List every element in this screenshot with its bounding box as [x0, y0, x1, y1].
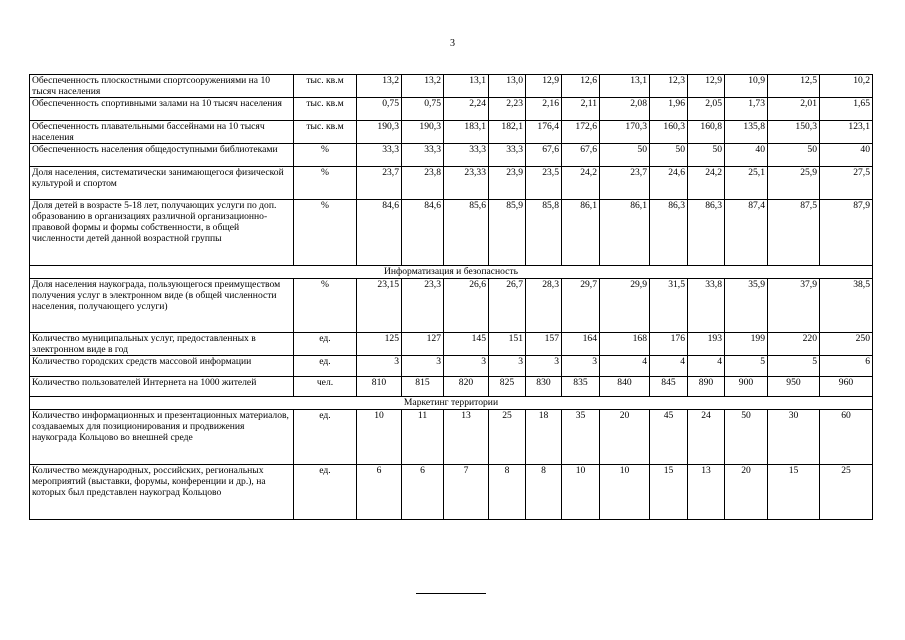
value-cell: 25,9 — [768, 167, 820, 200]
value-cell: 85,6 — [444, 200, 489, 266]
value-cell: 5 — [725, 356, 768, 377]
value-cell: 45 — [650, 410, 688, 465]
value-cell: 190,3 — [357, 121, 402, 144]
value-cell: 13 — [688, 465, 725, 520]
value-cell: 6 — [357, 465, 402, 520]
value-cell: 3 — [562, 356, 600, 377]
value-cell: 176 — [650, 333, 688, 356]
unit-cell: чел. — [294, 377, 357, 397]
value-cell: 7 — [444, 465, 489, 520]
value-cell: 123,1 — [820, 121, 873, 144]
value-cell: 3 — [357, 356, 402, 377]
table-row — [30, 377, 873, 397]
table-row — [30, 98, 873, 121]
value-cell: 60 — [820, 410, 873, 465]
value-cell: 50 — [650, 144, 688, 167]
value-cell: 0,75 — [357, 98, 402, 121]
indicator-name: Доля населения, систематически занимающегося физической культурой и спортом — [30, 167, 294, 200]
value-cell: 24,2 — [562, 167, 600, 200]
value-cell: 168 — [600, 333, 650, 356]
value-cell: 40 — [725, 144, 768, 167]
value-cell: 13,1 — [600, 75, 650, 98]
value-cell: 2,05 — [688, 98, 725, 121]
value-cell: 5 — [768, 356, 820, 377]
value-cell: 199 — [725, 333, 768, 356]
value-cell: 35 — [562, 410, 600, 465]
value-cell: 6 — [820, 356, 873, 377]
value-cell: 35,9 — [725, 279, 768, 333]
unit-cell: ед. — [294, 356, 357, 377]
value-cell: 193 — [688, 333, 725, 356]
value-cell: 10 — [357, 410, 402, 465]
value-cell: 31,5 — [650, 279, 688, 333]
value-cell: 86,1 — [562, 200, 600, 266]
value-cell: 1,96 — [650, 98, 688, 121]
indicator-name: Количество международных, российских, региональных мероприятий (выставки, форумы, конференции и др.), на которых был представлен наукоград Кольцово — [30, 465, 294, 520]
indicator-name: Обеспеченность плоскостными спортсооружениями на 10 тысяч населения — [30, 75, 294, 98]
indicator-name: Количество муниципальных услуг, предоставленных в электронном виде в год — [30, 333, 294, 356]
indicator-name: Количество пользователей Интернета на 1000 жителей — [30, 377, 294, 397]
page-number: 3 — [450, 38, 455, 49]
value-cell: 890 — [688, 377, 725, 397]
indicator-name: Обеспеченность плавательными бассейнами на 10 тысяч населения — [30, 121, 294, 144]
value-cell: 145 — [444, 333, 489, 356]
value-cell: 85,9 — [489, 200, 526, 266]
value-cell: 33,3 — [402, 144, 444, 167]
value-cell: 33,3 — [357, 144, 402, 167]
value-cell: 960 — [820, 377, 873, 397]
unit-cell: ед. — [294, 333, 357, 356]
value-cell: 127 — [402, 333, 444, 356]
value-cell: 10,2 — [820, 75, 873, 98]
value-cell: 25,1 — [725, 167, 768, 200]
value-cell: 24,2 — [688, 167, 725, 200]
value-cell: 50 — [688, 144, 725, 167]
value-cell: 23,33 — [444, 167, 489, 200]
value-cell: 135,8 — [725, 121, 768, 144]
value-cell: 86,1 — [600, 200, 650, 266]
value-cell: 38,5 — [820, 279, 873, 333]
table-row — [30, 356, 873, 377]
value-cell: 835 — [562, 377, 600, 397]
value-cell: 13,0 — [489, 75, 526, 98]
indicator-table — [29, 74, 873, 520]
table-row — [30, 200, 873, 266]
value-cell: 23,9 — [489, 167, 526, 200]
value-cell: 1,73 — [725, 98, 768, 121]
value-cell: 12,9 — [526, 75, 562, 98]
indicator-name: Количество информационных и презентационных материалов, создаваемых для позиционирования и продвижения наукограда Кольцово во внешней среде — [30, 410, 294, 465]
footer-divider — [416, 593, 486, 594]
table-row — [30, 144, 873, 167]
value-cell: 13,2 — [357, 75, 402, 98]
unit-cell: тыс. кв.м — [294, 75, 357, 98]
indicator-name: Обеспеченность населения общедоступными библиотеками — [30, 144, 294, 167]
value-cell: 67,6 — [526, 144, 562, 167]
value-cell: 3 — [402, 356, 444, 377]
value-cell: 87,9 — [820, 200, 873, 266]
unit-cell: % — [294, 200, 357, 266]
value-cell: 3 — [489, 356, 526, 377]
table-row — [30, 121, 873, 144]
value-cell: 23,8 — [402, 167, 444, 200]
value-cell: 15 — [650, 465, 688, 520]
value-cell: 810 — [357, 377, 402, 397]
value-cell: 151 — [489, 333, 526, 356]
value-cell: 10,9 — [725, 75, 768, 98]
indicator-name: Доля детей в возрасте 5-18 лет, получающих услуги по доп. образованию в организациях различной организационно-правовой формы и формы собственности, в общей численности детей данной возрастной группы — [30, 200, 294, 266]
value-cell: 170,3 — [600, 121, 650, 144]
value-cell: 87,4 — [725, 200, 768, 266]
value-cell: 24 — [688, 410, 725, 465]
table-row — [30, 465, 873, 520]
value-cell: 27,5 — [820, 167, 873, 200]
value-cell: 50 — [725, 410, 768, 465]
value-cell: 12,9 — [688, 75, 725, 98]
value-cell: 18 — [526, 410, 562, 465]
value-cell: 15 — [768, 465, 820, 520]
value-cell: 29,7 — [562, 279, 600, 333]
value-cell: 20 — [725, 465, 768, 520]
value-cell: 250 — [820, 333, 873, 356]
value-cell: 4 — [650, 356, 688, 377]
value-cell: 160,3 — [650, 121, 688, 144]
value-cell: 24,6 — [650, 167, 688, 200]
value-cell: 172,6 — [562, 121, 600, 144]
value-cell: 86,3 — [650, 200, 688, 266]
value-cell: 10 — [562, 465, 600, 520]
value-cell: 2,24 — [444, 98, 489, 121]
value-cell: 13,2 — [402, 75, 444, 98]
value-cell: 1,65 — [820, 98, 873, 121]
value-cell: 84,6 — [402, 200, 444, 266]
table-row — [30, 167, 873, 200]
value-cell: 2,01 — [768, 98, 820, 121]
value-cell: 3 — [444, 356, 489, 377]
value-cell: 8 — [526, 465, 562, 520]
value-cell: 23,3 — [402, 279, 444, 333]
section-informatization: Информатизация и безопасность — [30, 266, 873, 279]
value-cell: 10 — [600, 465, 650, 520]
value-cell: 23,7 — [357, 167, 402, 200]
value-cell: 12,3 — [650, 75, 688, 98]
section-row — [30, 266, 873, 279]
value-cell: 160,8 — [688, 121, 725, 144]
section-row — [30, 397, 873, 410]
value-cell: 3 — [526, 356, 562, 377]
value-cell: 25 — [820, 465, 873, 520]
value-cell: 150,3 — [768, 121, 820, 144]
value-cell: 4 — [688, 356, 725, 377]
unit-cell: % — [294, 144, 357, 167]
value-cell: 86,3 — [688, 200, 725, 266]
value-cell: 87,5 — [768, 200, 820, 266]
unit-cell: % — [294, 167, 357, 200]
value-cell: 13 — [444, 410, 489, 465]
value-cell: 67,6 — [562, 144, 600, 167]
value-cell: 820 — [444, 377, 489, 397]
value-cell: 125 — [357, 333, 402, 356]
value-cell: 25 — [489, 410, 526, 465]
unit-cell: тыс. кв.м — [294, 121, 357, 144]
value-cell: 23,5 — [526, 167, 562, 200]
value-cell: 183,1 — [444, 121, 489, 144]
value-cell: 40 — [820, 144, 873, 167]
value-cell: 825 — [489, 377, 526, 397]
value-cell: 33,3 — [489, 144, 526, 167]
value-cell: 30 — [768, 410, 820, 465]
table-row — [30, 333, 873, 356]
value-cell: 12,5 — [768, 75, 820, 98]
indicator-name: Доля населения наукограда, пользующегося преимуществом получения услуг в электронном виде (в общей численности населения, получающего услуги) — [30, 279, 294, 333]
unit-cell: ед. — [294, 410, 357, 465]
value-cell: 12,6 — [562, 75, 600, 98]
value-cell: 190,3 — [402, 121, 444, 144]
value-cell: 830 — [526, 377, 562, 397]
value-cell: 37,9 — [768, 279, 820, 333]
value-cell: 845 — [650, 377, 688, 397]
value-cell: 220 — [768, 333, 820, 356]
value-cell: 23,7 — [600, 167, 650, 200]
value-cell: 85,8 — [526, 200, 562, 266]
value-cell: 6 — [402, 465, 444, 520]
value-cell: 84,6 — [357, 200, 402, 266]
value-cell: 815 — [402, 377, 444, 397]
indicator-name: Количество городских средств массовой информации — [30, 356, 294, 377]
table-row — [30, 75, 873, 98]
value-cell: 50 — [600, 144, 650, 167]
section-marketing: Маркетинг территории — [30, 397, 873, 410]
value-cell: 26,7 — [489, 279, 526, 333]
unit-cell: тыс. кв.м — [294, 98, 357, 121]
value-cell: 157 — [526, 333, 562, 356]
value-cell: 33,3 — [444, 144, 489, 167]
value-cell: 50 — [768, 144, 820, 167]
value-cell: 176,4 — [526, 121, 562, 144]
value-cell: 950 — [768, 377, 820, 397]
value-cell: 4 — [600, 356, 650, 377]
value-cell: 23,15 — [357, 279, 402, 333]
value-cell: 8 — [489, 465, 526, 520]
indicator-name: Обеспеченность спортивными залами на 10 тысяч населения — [30, 98, 294, 121]
value-cell: 26,6 — [444, 279, 489, 333]
value-cell: 33,8 — [688, 279, 725, 333]
value-cell: 182,1 — [489, 121, 526, 144]
unit-cell: ед. — [294, 465, 357, 520]
value-cell: 13,1 — [444, 75, 489, 98]
value-cell: 11 — [402, 410, 444, 465]
value-cell: 2,23 — [489, 98, 526, 121]
value-cell: 2,11 — [562, 98, 600, 121]
table-row — [30, 279, 873, 333]
value-cell: 0,75 — [402, 98, 444, 121]
value-cell: 28,3 — [526, 279, 562, 333]
value-cell: 900 — [725, 377, 768, 397]
value-cell: 20 — [600, 410, 650, 465]
value-cell: 164 — [562, 333, 600, 356]
value-cell: 2,08 — [600, 98, 650, 121]
value-cell: 2,16 — [526, 98, 562, 121]
table-row — [30, 410, 873, 465]
value-cell: 29,9 — [600, 279, 650, 333]
unit-cell: % — [294, 279, 357, 333]
value-cell: 840 — [600, 377, 650, 397]
